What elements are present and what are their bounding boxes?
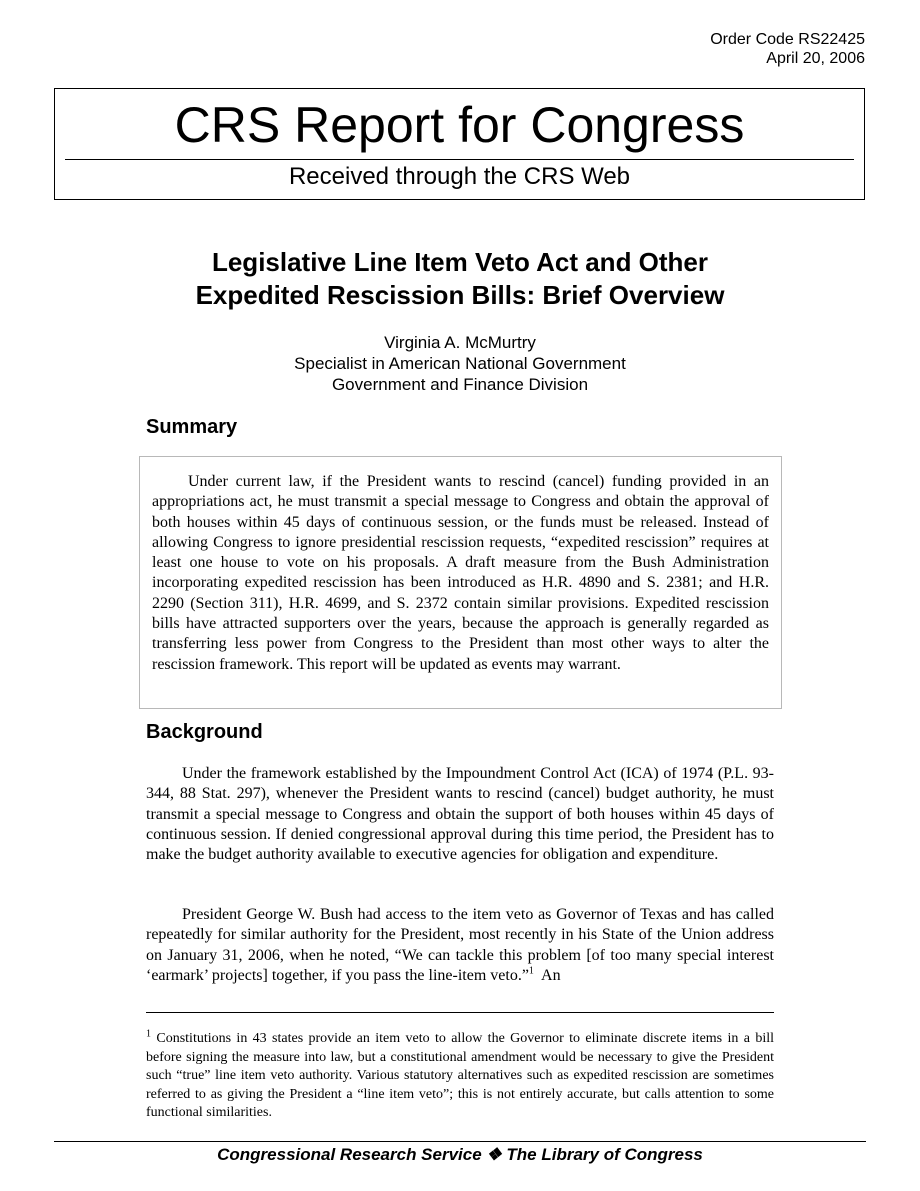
footer-separator-icon: ❖	[486, 1145, 502, 1164]
order-info	[710, 30, 865, 68]
author-block	[100, 332, 820, 395]
footnote-marker: 1	[146, 1028, 151, 1040]
footer-org: Congressional Research Service	[217, 1145, 482, 1164]
background-paragraph-2	[146, 905, 774, 986]
author-division: Government and Finance Division	[331, 375, 589, 394]
footnote-reference: 1	[528, 965, 534, 977]
banner-title: CRS Report for Congress	[174, 97, 745, 153]
footer-library: The Library of Congress	[506, 1145, 703, 1164]
page-footer	[0, 1144, 920, 1165]
paragraph-2-tail: An	[541, 966, 561, 984]
footnote-text: Constitutions in 43 states provide an item veto to allow the Governor to eliminate discrete items in a bill before signing the measure into law, but a constitutional amendment would be necessary to give the President such “true” line item veto authority. Various statutory alternatives such as expedited rescission are sometimes referred to as giving the President a “line item veto”; this is not entirely accurate, but calls attention to some functional similarities.	[146, 1031, 774, 1121]
summary-heading: Summary	[146, 416, 238, 438]
report-date: April 20, 2006	[766, 50, 865, 67]
footer-divider	[54, 1141, 866, 1142]
paragraph-2-text: President George W. Bush had access to the item veto as Governor of Texas and has called repeatedly for similar authority for the President, most recently in his State of the Union address on January 31, 2006, when he noted, “We can tackle this problem [of too many special interest ‘earmark’ projects] together, if you pass the line-item veto.”	[146, 906, 774, 984]
report-banner	[54, 88, 865, 200]
title-line-2: Expedited Rescission Bills: Brief Overview	[195, 280, 725, 310]
footnote	[146, 1030, 774, 1123]
footnote-divider	[146, 1012, 774, 1013]
summary-text: Under current law, if the President wants to rescind (cancel) funding provided in an appropriations act, he must transmit a special message to Congress and obtain the approval of both houses within 45 days of continuous session, or the funds must be released. Instead of allowing Congress to ignore presidential rescission requests, “expedited rescission” requires at least one house to vote on his proposals. A draft measure from the Bush Administration incorporating expedited rescission has been introduced as H.R. 4890 and S. 2381; and H.R. 2290 (Section 311), H.R. 4699, and S. 2372 contain similar provisions. Expedited rescission bills have attracted supporters over the years, because the approach is generally regarded as transferring less power from Congress to the President than most other ways to alter the rescission framework. This report will be updated as events may warrant.	[152, 473, 769, 673]
author-name: Virginia A. McMurtry	[384, 333, 536, 352]
banner-subtitle: Received through the CRS Web	[288, 163, 631, 190]
summary-box	[139, 456, 782, 709]
author-title: Specialist in American National Government	[294, 354, 626, 373]
banner-divider	[65, 159, 854, 160]
title-line-1: Legislative Line Item Veto Act and Other	[211, 247, 709, 277]
order-code: Order Code RS22425	[710, 31, 865, 48]
background-heading: Background	[146, 721, 263, 743]
document-title	[100, 246, 820, 312]
background-paragraph-1: Under the framework established by the Impoundment Control Act (ICA) of 1974 (P.L. 93-344, 88 Stat. 297), whenever the President wants to rescind (cancel) budget authority, he must transmit a special message to Congress and obtain the support of both houses within 45 days of continuous session. If denied congressional approval during this time period, the President has to make the budget authority available to executive agencies for obligation and expenditure.	[146, 765, 774, 864]
